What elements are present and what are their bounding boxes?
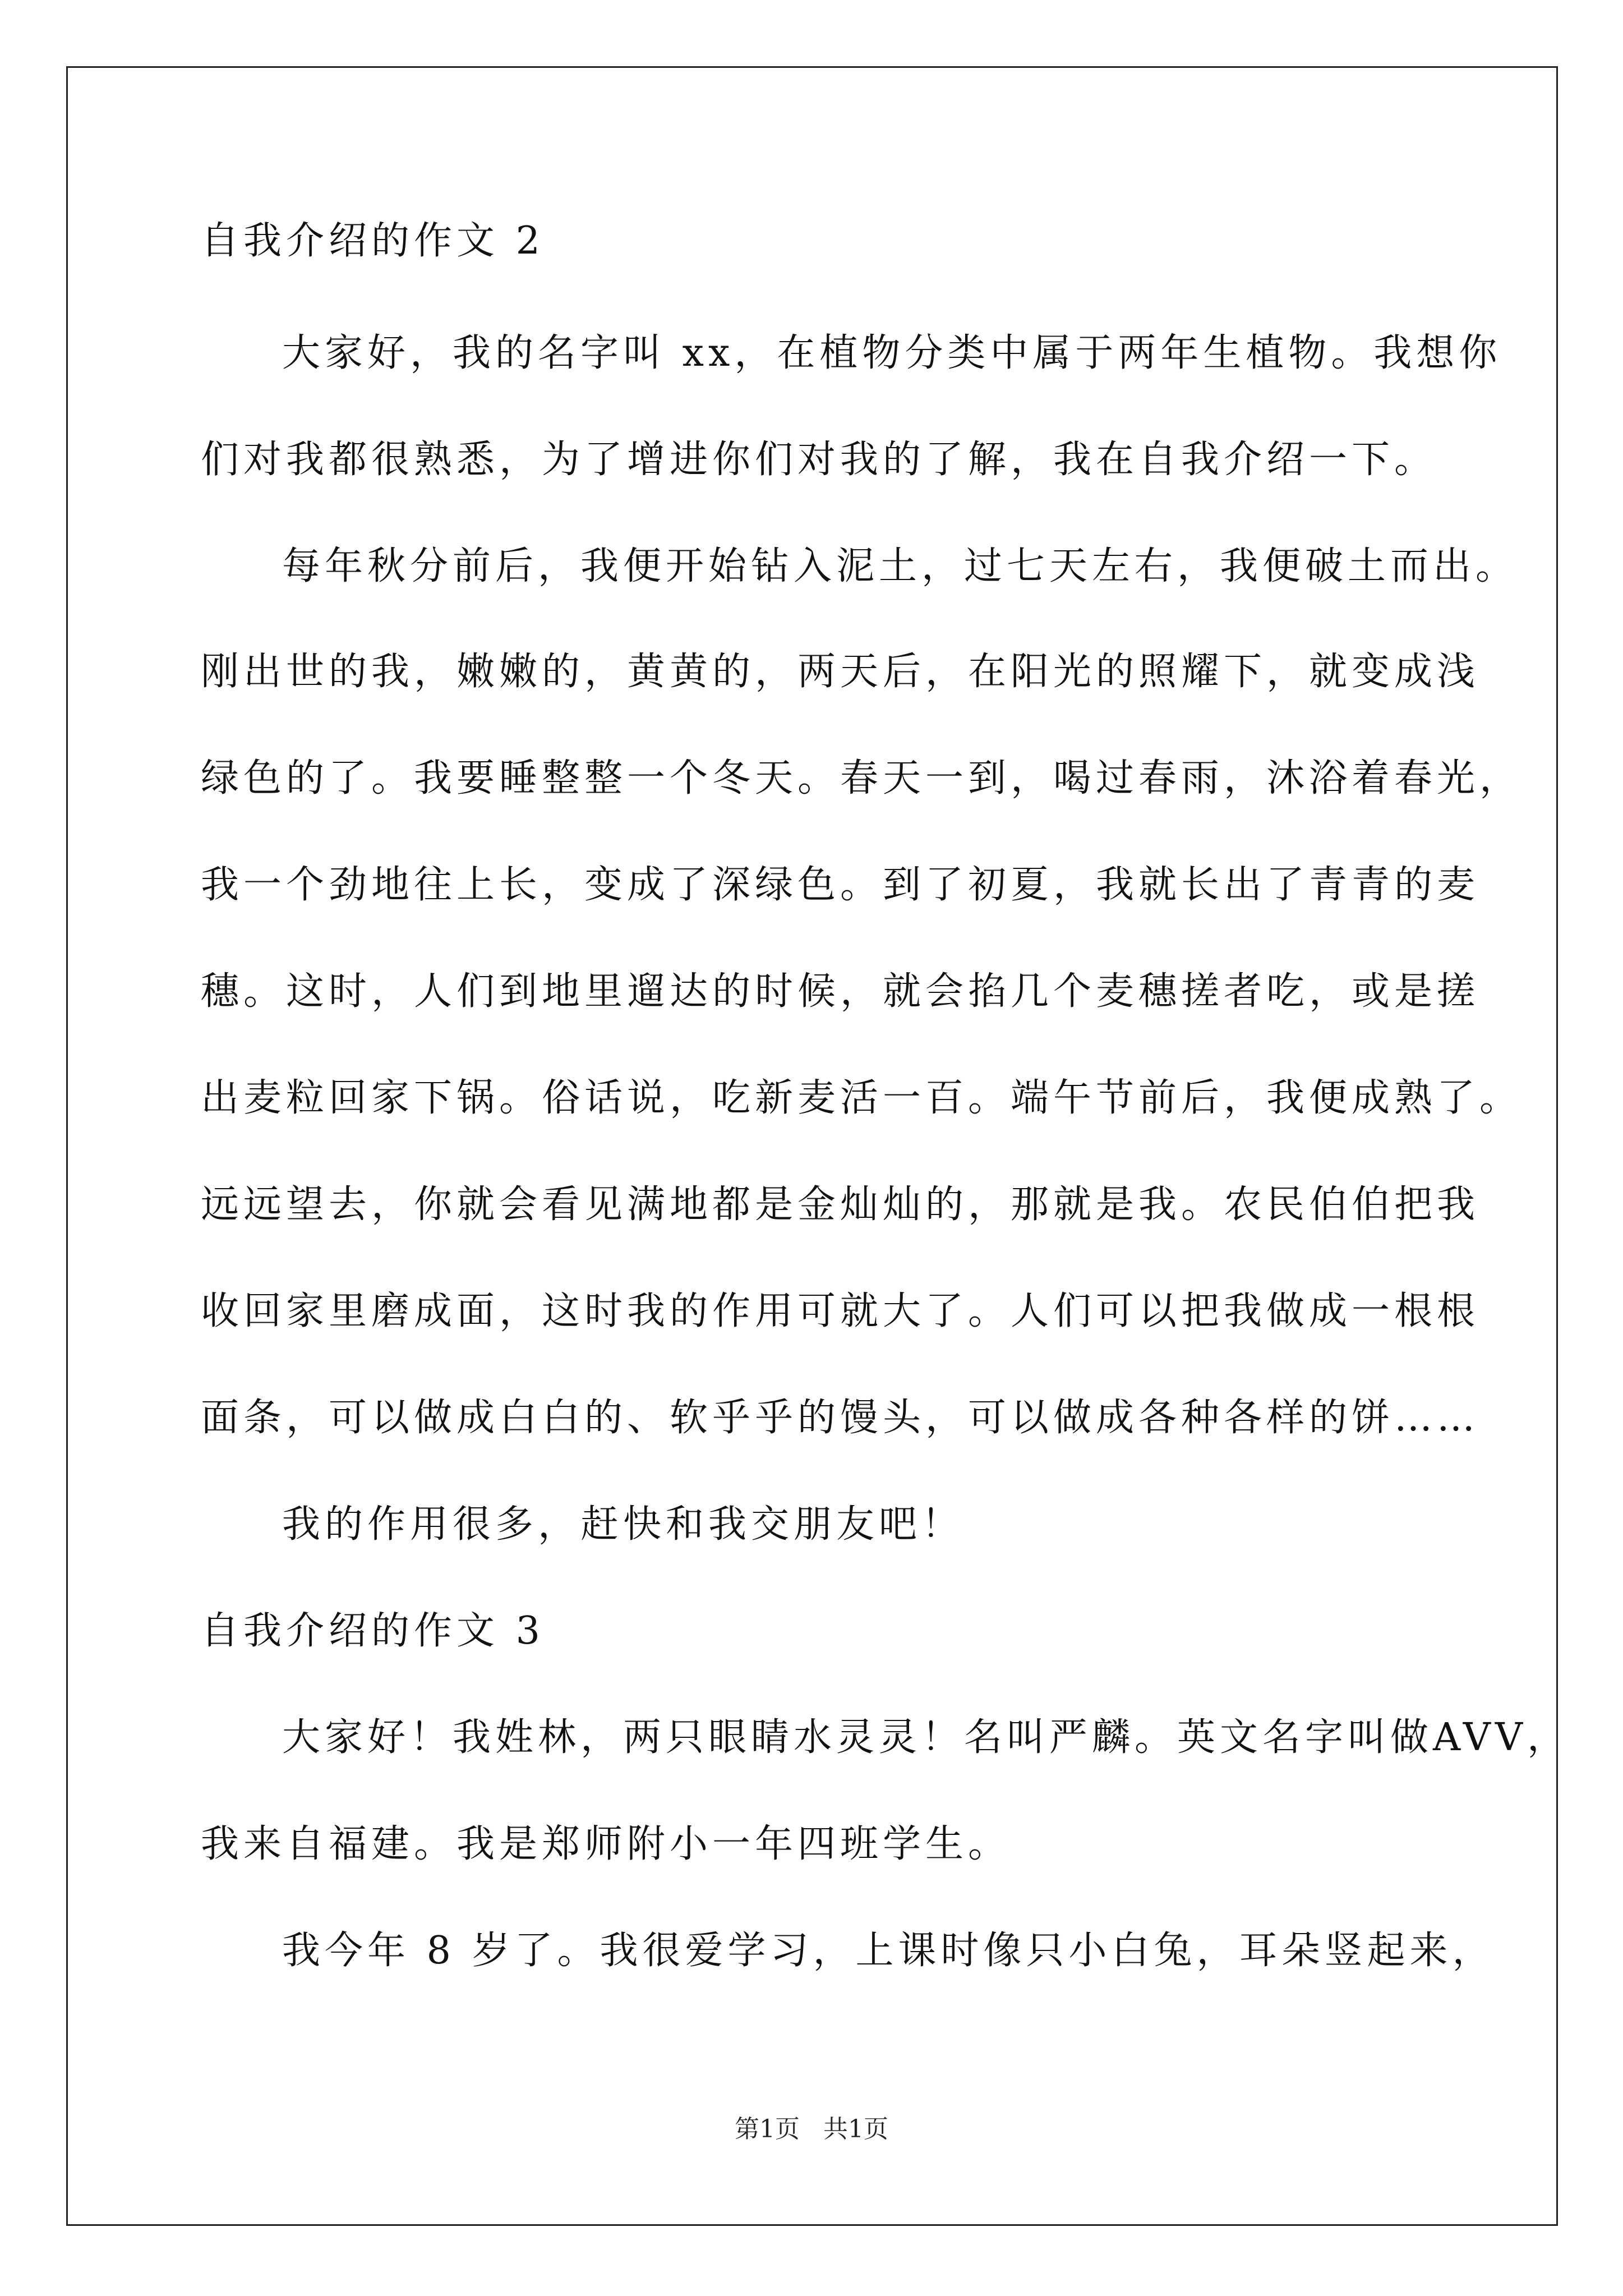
paragraph-line: 们对我都很熟悉，为了增进你们对我的了解，我在自我介绍一下。 xyxy=(201,438,1437,482)
page-footer: 第1页 共1页 xyxy=(735,2115,888,2143)
paragraph-line: 出麦粒回家下锅。俗话说，吃新麦活一百。端午节前后，我便成熟了。 xyxy=(201,1076,1523,1120)
paragraph-line: 大家好！我姓林，两只眼睛水灵灵！名叫严麟。英文名字叫做AVV， xyxy=(282,1715,1570,1760)
paragraph-line: 我的作用很多，赶快和我交朋友吧！ xyxy=(282,1502,965,1547)
paragraph-line: 穗。这时，人们到地里遛达的时候，就会掐几个麦穗搓者吃，或是搓 xyxy=(201,969,1480,1014)
paragraph-line: 面条，可以做成白白的、软乎乎的馒头，可以做成各种各样的饼…… xyxy=(201,1396,1480,1440)
paragraph-line: 我来自福建。我是郑师附小一年四班学生。 xyxy=(201,1822,1011,1866)
paragraph-line: 每年秋分前后，我便开始钻入泥土，过七天左右，我便破土而出。 xyxy=(282,544,1519,588)
paragraph-line: 我一个劲地往上长，变成了深绿色。到了初夏，我就长出了青青的麦 xyxy=(201,863,1480,907)
page-frame xyxy=(66,66,1558,2226)
paragraph-line: 大家好，我的名字叫 xx，在植物分类中属于两年生植物。我想你 xyxy=(282,331,1502,375)
paragraph-line: 刚出世的我，嫩嫩的，黄黄的，两天后，在阳光的照耀下，就变成浅 xyxy=(201,650,1480,694)
heading-essay-3: 自我介绍的作文 3 xyxy=(201,1609,545,1653)
paragraph-line: 收回家里磨成面，这时我的作用可就大了。人们可以把我做成一根根 xyxy=(201,1289,1480,1333)
paragraph-line: 绿色的了。我要睡整整一个冬天。春天一到，喝过春雨，沐浴着春光， xyxy=(201,756,1523,800)
paragraph-line: 我今年 8 岁了。我很爱学习，上课时像只小白兔，耳朵竖起来， xyxy=(282,1929,1495,1973)
paragraph-line: 远远望去，你就会看见满地都是金灿灿的，那就是我。农民伯伯把我 xyxy=(201,1182,1480,1227)
heading-essay-2: 自我介绍的作文 2 xyxy=(201,219,545,263)
